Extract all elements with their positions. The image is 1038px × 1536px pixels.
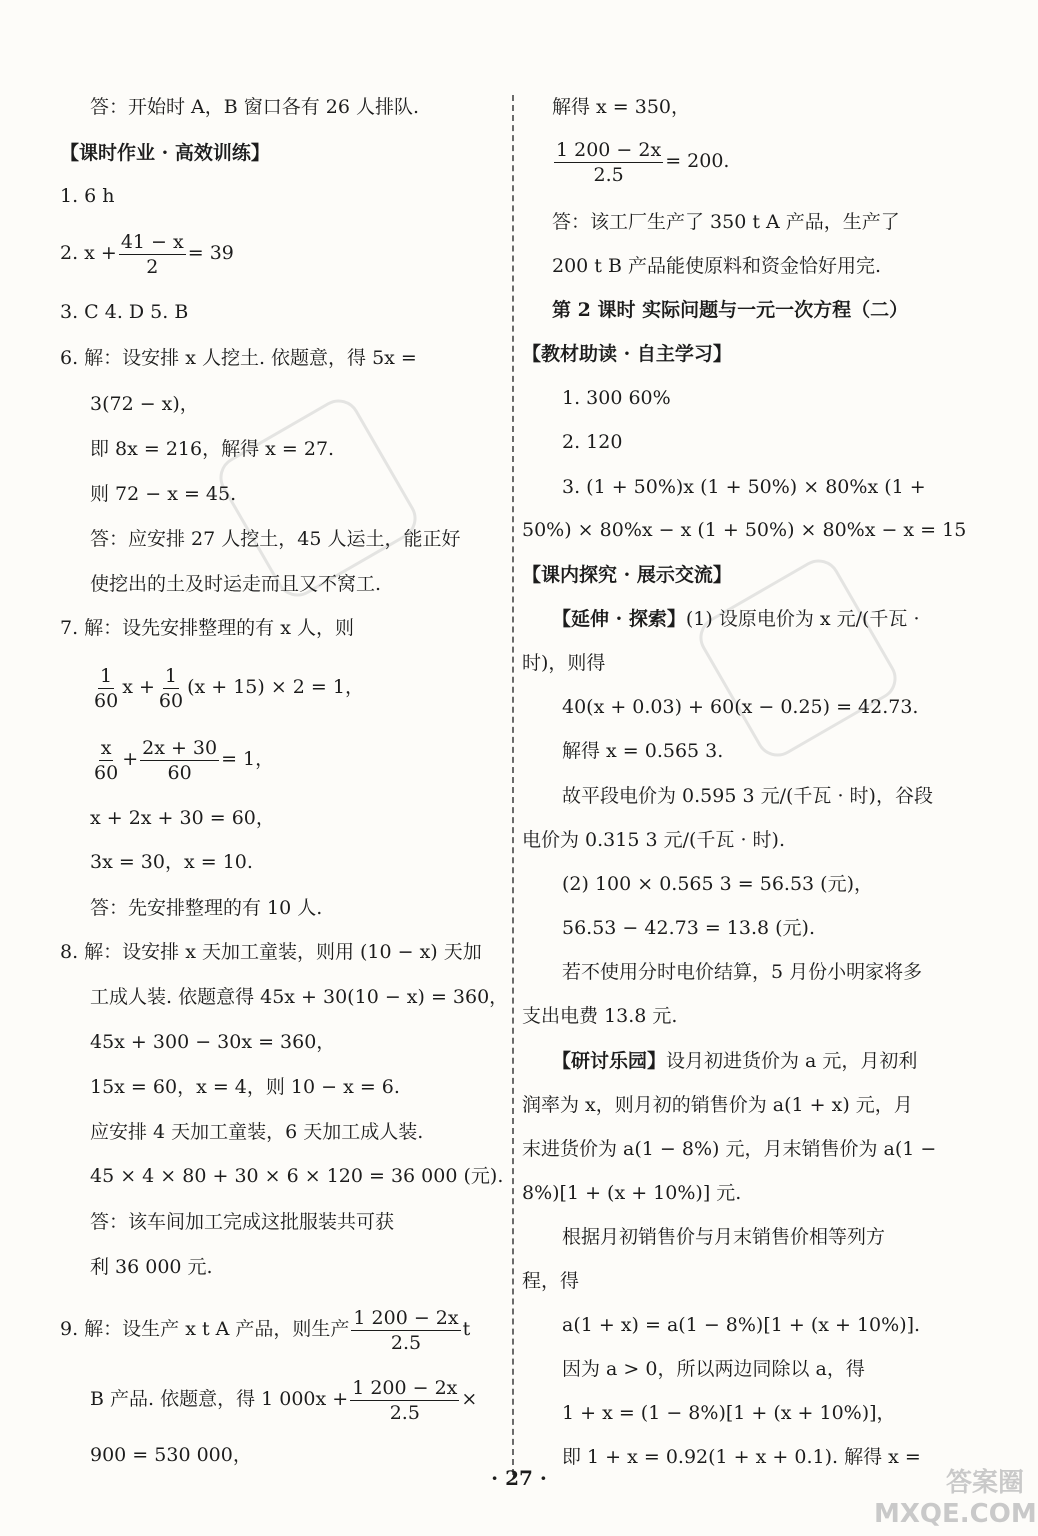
- extension-line: 40(x + 0.03) + 60(x − 0.25) = 42.73.: [562, 696, 919, 718]
- discussion-line: 润率为 x，则月初的销售价为 a(1 + x) 元，月: [522, 1094, 913, 1116]
- q8-line: 45 × 4 × 80 + 30 × 6 × 120 = 36 000 (元).: [90, 1165, 504, 1187]
- q9-line: 9. 解：设生产 x t A 产品，则生产 $\frac{1 200 - 2x}{2.5}$ t: [60, 1306, 471, 1354]
- q7-line: 7. 解：设先安排整理的有 x 人，则: [60, 617, 354, 639]
- discussion-line: 根据月初销售价与月末销售价相等列方: [562, 1226, 886, 1248]
- extension-line: 电价为 0.315 3 元/(千瓦 · 时).: [522, 829, 785, 851]
- q7-line: x + 2x + 30 = 60，: [90, 807, 275, 829]
- section-heading: 【课内探究 · 展示交流】: [522, 564, 732, 586]
- extension-line: (2) 100 × 0.565 3 = 56.53 (元)，: [562, 873, 873, 895]
- q6-line: 使挖出的土及时运走而且又不窝工.: [90, 573, 382, 595]
- discussion-line: 即 1 + x = 0.92(1 + x + 0.1). 解得 x =: [562, 1446, 921, 1468]
- q6-line: 3(72 − x)，: [90, 393, 199, 415]
- answer-line: 3. (1 + 50%)x (1 + 50%) × 80%x (1 +: [562, 476, 926, 498]
- q9-line: 900 = 530 000，: [90, 1444, 252, 1466]
- q8-line: 利 36 000 元.: [90, 1256, 213, 1278]
- solution-line: 解得 x = 350，: [552, 96, 691, 118]
- q6-line: 则 72 − x = 45.: [90, 483, 237, 505]
- q8-line: 45x + 300 − 30x = 360，: [90, 1031, 336, 1053]
- q7-equation: $\frac{x}{60}$ + $\frac{2x + 30}{60}$ = 1，: [94, 736, 275, 784]
- extension-line: 解得 x = 0.565 3.: [562, 740, 724, 762]
- answer-line: 2. 120: [562, 431, 623, 453]
- solution-line: 答：该工厂生产了 350 t A 产品，生产了: [552, 211, 900, 233]
- q6-line: 答：应安排 27 人挖土，45 人运土，能正好: [90, 528, 461, 550]
- question-3-5: 3. C 4. D 5. B: [60, 301, 189, 323]
- lesson-title: 第 2 课时 实际问题与一元一次方程（二）: [552, 299, 909, 321]
- section-heading: 【课时作业 · 高效训练】: [60, 142, 270, 164]
- q7-equation: $\frac{1}{60}$ x + $\frac{1}{60}$ (x + 15) × 2 = 1，: [94, 664, 364, 712]
- q6-line: 6. 解：设安排 x 人挖土. 依题意，得 5x =: [60, 347, 417, 369]
- q8-line: 8. 解：设安排 x 天加工童装，则用 (10 − x) 天加: [60, 941, 482, 963]
- fraction: $\frac{41 - x}{2}$: [120, 230, 184, 278]
- discussion-line: 因为 a > 0，所以两边同除以 a，得: [562, 1358, 865, 1380]
- q8-line: 工成人装. 依题意得 45x + 30(10 − x) = 360，: [90, 986, 509, 1008]
- extension-line: 支出电费 13.8 元.: [522, 1005, 678, 1027]
- q7-line: 3x = 30，x = 10.: [90, 851, 253, 873]
- site-logo-text: 答案圈 MXQE.COM: [874, 1468, 1037, 1529]
- answer-line: 1. 300 60%: [562, 387, 671, 409]
- section-heading: 【教材助读 · 自主学习】: [522, 343, 732, 365]
- q8-line: 15x = 60，x = 4，则 10 − x = 6.: [90, 1076, 400, 1098]
- discussion-line: 程，得: [522, 1270, 580, 1292]
- q6-line: 即 8x = 216，解得 x = 27.: [90, 438, 335, 460]
- extension-line: 【延伸 · 探索】(1) 设原电价为 x 元/(千瓦 ·: [552, 608, 920, 630]
- discussion-line: 末进货价为 a(1 − 8%) 元，月末销售价为 a(1 −: [522, 1138, 937, 1160]
- question-1: 1. 6 h: [60, 185, 115, 207]
- discussion-line: 【研讨乐园】设月初进货价为 a 元，月初利: [552, 1050, 918, 1072]
- solution-line: $\frac{1 200 - 2x}{2.5}$ = 200.: [556, 138, 730, 186]
- answer-line: 答：开始时 A，B 窗口各有 26 人排队.: [90, 96, 420, 118]
- q8-line: 应安排 4 天加工童装，6 天加工成人装.: [90, 1121, 424, 1143]
- extension-line: 故平段电价为 0.595 3 元/(千瓦 · 时)，谷段: [562, 785, 933, 807]
- discussion-line: 8%)[1 + (x + 10%)] 元.: [522, 1182, 742, 1204]
- q7-line: 答：先安排整理的有 10 人.: [90, 897, 323, 919]
- page-number: · 27 ·: [491, 1466, 547, 1490]
- answer-line: 50%) × 80%x − x (1 + 50%) × 80%x − x = 15: [522, 519, 967, 541]
- discussion-line: a(1 + x) = a(1 − 8%)[1 + (x + 10%)].: [562, 1314, 921, 1336]
- discussion-line: 1 + x = (1 − 8%)[1 + (x + 10%)]，: [562, 1402, 896, 1424]
- extension-line: 56.53 − 42.73 = 13.8 (元).: [562, 917, 815, 939]
- solution-line: 200 t B 产品能使原料和资金恰好用完.: [552, 255, 882, 277]
- question-2: 2. x + $\frac{41 - x}{2}$ = 39: [60, 230, 234, 278]
- extension-line: 时)，则得: [522, 652, 606, 674]
- column-divider: [512, 95, 514, 1475]
- q9-line: B 产品. 依题意，得 1 000x + $\frac{1 200 - 2x}{2.5}$ ×: [90, 1376, 478, 1424]
- extension-line: 若不使用分时电价结算，5 月份小明家将多: [562, 961, 923, 983]
- q8-line: 答：该车间加工完成这批服装共可获: [90, 1211, 395, 1233]
